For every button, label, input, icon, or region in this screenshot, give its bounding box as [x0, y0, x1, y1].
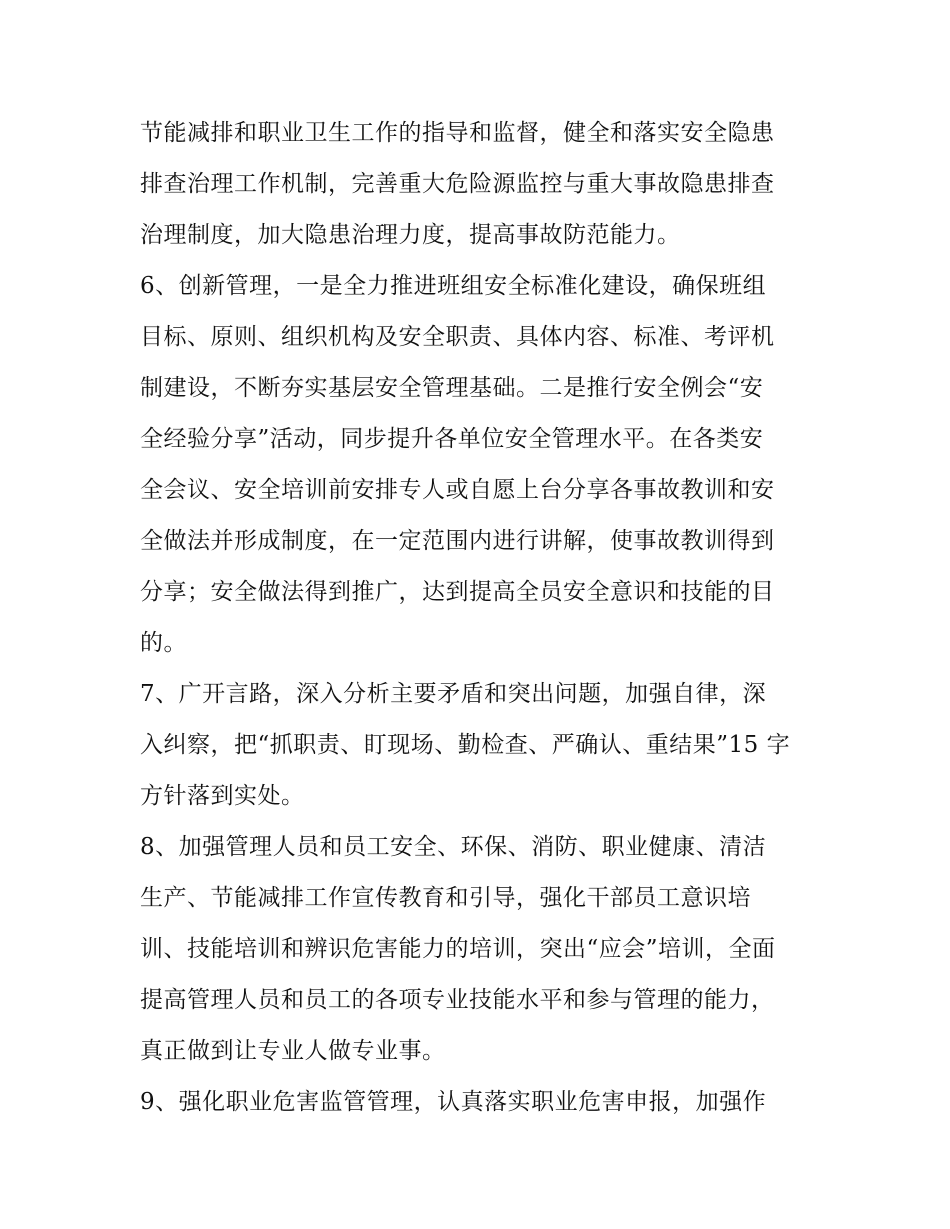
paragraph-6-line: 6、创新管理，一是全力推进班组安全标准化建设，确保班组	[140, 273, 767, 299]
paragraph-8-line: 8、加强管理人员和员工安全、环保、消防、职业健康、清洁	[140, 834, 767, 860]
text-line: 全做法并形成制度，在一定范围内进行讲解，使事故教训得到	[140, 528, 775, 554]
text-line: 目标、原则、组织机构及安全职责、具体内容、标准、考评机	[140, 324, 775, 350]
document-body	[140, 108, 820, 1128]
text-line: 分享；安全做法得到推广，达到提高全员安全意识和技能的目	[140, 579, 775, 605]
text-line: 治理制度，加大隐患治理力度，提高事故防范能力。	[140, 222, 681, 248]
text-line: 方针落到实处。	[140, 783, 305, 809]
text-line: 制建设，不断夯实基层安全管理基础。二是推行安全例会“安	[140, 375, 764, 401]
text-line: 入纠察，把“抓职责、盯现场、勤检查、严确认、重结果”15 字	[140, 732, 791, 758]
text-line: 的。	[140, 630, 187, 656]
paragraph-7-line: 7、广开言路，深入分析主要矛盾和突出问题，加强自律，深	[140, 681, 767, 707]
text-line: 排查治理工作机制，完善重大危险源监控与重大事故隐患排查	[140, 171, 775, 197]
text-line: 真正做到让专业人做专业事。	[140, 1038, 446, 1064]
text-line: 提高管理人员和员工的各项专业技能水平和参与管理的能力，	[140, 987, 775, 1013]
paragraph-9-line: 9、强化职业危害监管管理，认真落实职业危害申报，加强作	[140, 1089, 767, 1115]
text-line: 生产、节能减排工作宣传教育和引导，强化干部员工意识培	[140, 885, 751, 911]
text-line: 全经验分享”活动，同步提升各单位安全管理水平。在各类安	[140, 426, 764, 452]
text-line: 全会议、安全培训前安排专人或自愿上台分享各事故教训和安	[140, 477, 775, 503]
text-line: 节能减排和职业卫生工作的指导和监督，健全和落实安全隐患	[140, 120, 775, 146]
text-line: 训、技能培训和辨识危害能力的培训，突出“应会”培训，全面	[140, 936, 776, 962]
